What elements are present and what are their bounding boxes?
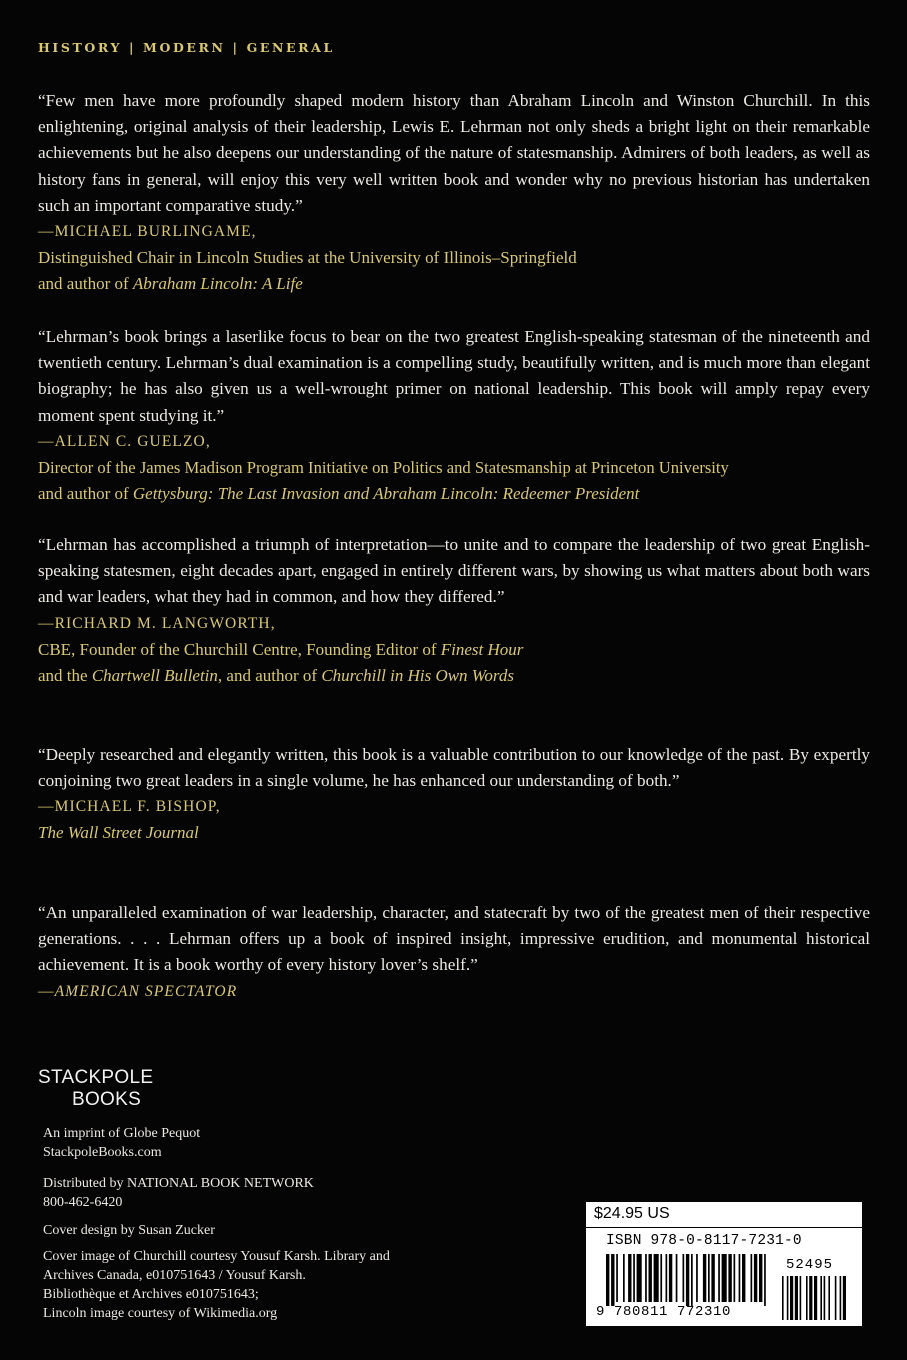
blurb-author-name: —MICHAEL F. BISHOP,	[38, 798, 221, 816]
blurb-author-book: and the Chartwell Bulletin, and author of Churchill in His Own Words	[38, 665, 515, 685]
barcode-addon-bar	[787, 1276, 789, 1320]
barcode-addon-bar	[828, 1276, 830, 1320]
barcode-bar	[628, 1254, 631, 1302]
barcode-bar	[691, 1254, 693, 1306]
barcode-bar	[728, 1254, 731, 1302]
barcode-bar	[611, 1254, 614, 1306]
barcode-bar	[708, 1254, 710, 1302]
cover-design-line: Cover design by Susan Zucker	[43, 1223, 215, 1238]
barcode-bar	[764, 1254, 766, 1306]
barcode-bar	[686, 1254, 689, 1306]
barcode-bar	[623, 1254, 625, 1302]
price-label: $24.95 US	[586, 1202, 862, 1228]
barcode-addon-bar	[782, 1276, 784, 1320]
blurb-langworth	[38, 532, 870, 689]
barcode-addon-bar	[800, 1276, 802, 1320]
barcode-bar	[696, 1254, 698, 1302]
barcode-bar	[633, 1254, 635, 1302]
barcode-addon-bar	[840, 1276, 842, 1320]
barcode-addon-bar	[814, 1276, 817, 1320]
credit-line: Lincoln image courtesy of Wikimedia.org	[43, 1306, 278, 1321]
publisher-logo-line2: BOOKS	[72, 1089, 142, 1110]
blurb-author-name: —AMERICAN SPECTATOR	[38, 982, 238, 1000]
blurb-burlingame	[38, 88, 870, 297]
blurb-author-book: and author of Abraham Lincoln: A Life	[38, 274, 303, 294]
blurb-author-name: —MICHAEL BURLINGAME,	[38, 223, 257, 241]
blurb-author-title: Director of the James Madison Program Initiative on Politics and Statesmanship at Princeton University	[38, 457, 729, 477]
blurb-quote: “Few men have more profoundly shaped modern history than Abraham Lincoln and Winston Churchill. In this enlightening, original analysis of their leadership, Lewis E. Lehrman not only sheds a bright light on their remarkable achievements but he also deepens our understanding of the nature of statesmanship. Admirers of both leaders, as well as history fans in general, will enjoy this very well written book and wonder why no previous historian has undertaken such an important comparative study.”	[38, 91, 870, 215]
blurb-quote: “Lehrman has accomplished a triumph of interpretation—to unite and to compare the leadership of two great English-speaking statesmen, eight decades apart, engaged in entirely different wars, by showing us what matters about both wars and war leaders, what they had in common, and how they differed.”	[38, 535, 870, 607]
barcode-bar	[654, 1254, 659, 1302]
barcode-addon-bar	[820, 1276, 822, 1320]
blurb-author-name: —RICHARD M. LANGWORTH,	[38, 614, 276, 632]
barcode-addon-bar	[809, 1276, 812, 1320]
blurb-quote: “Lehrman’s book brings a laserlike focus to bear on the two greatest English-speaking statesman of the nineteenth and twentieth century. Lehrman’s dual examination is a compelling study, beautifully written, and is much more than elegant biography; he has also given us a well-wrought primer on national leadership. This book will amply repay every moment spent studying it.”	[38, 327, 870, 425]
barcode-bar	[718, 1254, 720, 1302]
publisher-logo	[38, 1067, 153, 1111]
blurb-author-title: CBE, Founder of the Churchill Centre, Founding Editor of Finest Hour	[38, 639, 524, 659]
blurb-author-title: Distinguished Chair in Lincoln Studies at the University of Illinois–Springfield	[38, 248, 577, 268]
barcode-bar	[711, 1254, 714, 1302]
credit-line: Bibliothèque et Archives e010751643;	[43, 1287, 259, 1302]
barcode-price-code: 52495	[786, 1257, 834, 1273]
imprint-website: StackpoleBooks.com	[43, 1145, 162, 1160]
barcode-bar	[669, 1254, 672, 1302]
barcode-block	[586, 1202, 862, 1326]
blurb-bishop	[38, 742, 870, 846]
cover-design-credit	[43, 1221, 483, 1240]
barcode-bar	[734, 1254, 736, 1302]
blurb-author-source: The Wall Street Journal	[38, 823, 199, 843]
barcode-bar	[637, 1254, 642, 1302]
barcode-bar	[660, 1254, 662, 1302]
barcode-ean-digits: 9 780811 772310	[596, 1304, 732, 1320]
category-label: HISTORY | MODERN | GENERAL	[38, 40, 335, 55]
blurb-guelzo	[38, 324, 870, 507]
credit-line: Archives Canada, e010751643 / Yousuf Karsh.	[43, 1268, 306, 1283]
isbn-label: ISBN 978-0-8117-7231-0	[606, 1233, 802, 1249]
credit-line: Cover image of Churchill courtesy Yousuf Karsh. Library and	[43, 1249, 390, 1264]
distributor-phone: 800-462-6420	[43, 1195, 123, 1210]
imprint-info	[43, 1124, 483, 1162]
barcode-bar	[645, 1254, 647, 1302]
barcode-bar	[676, 1254, 678, 1302]
barcode-bar	[666, 1254, 668, 1302]
barcode-bar	[759, 1254, 762, 1302]
barcode-addon-bar	[824, 1276, 826, 1320]
distributor-info	[43, 1174, 483, 1212]
barcode-addon-bar	[843, 1276, 846, 1320]
barcode-addon-bar	[806, 1276, 808, 1320]
barcode-bar	[722, 1254, 727, 1302]
barcode-addon-bar	[795, 1276, 798, 1320]
barcode-bar	[754, 1254, 757, 1302]
image-credits	[43, 1247, 483, 1323]
blurb-author-name: —ALLEN C. GUELZO,	[38, 432, 211, 450]
barcode-addon-bar	[790, 1276, 793, 1320]
barcode-bar	[683, 1254, 685, 1302]
blurb-quote: “Deeply researched and elegantly written, this book is a valuable contribution to our knowledge of the past. By expertly conjoining two great leaders in a single volume, he has enhanced our understanding of both.”	[38, 745, 870, 791]
barcode-bar	[703, 1254, 706, 1302]
barcode-addon-bar	[835, 1276, 837, 1320]
barcode-bar	[649, 1254, 652, 1302]
blurb-spectator	[38, 900, 870, 1005]
barcode-bar	[616, 1254, 618, 1302]
distributor-line: Distributed by NATIONAL BOOK NETWORK	[43, 1176, 314, 1191]
barcode-bar	[742, 1254, 745, 1302]
imprint-line: An imprint of Globe Pequot	[43, 1126, 201, 1141]
publisher-logo-line1: STACKPOLE	[38, 1067, 154, 1088]
barcode-bar	[739, 1254, 741, 1302]
barcode-bar	[606, 1254, 609, 1306]
blurb-author-book: and author of Gettysburg: The Last Invasion and Abraham Lincoln: Redeemer President	[38, 483, 640, 503]
barcode-bar	[751, 1254, 753, 1302]
blurb-quote: “An unparalleled examination of war leadership, character, and statecraft by two of the greatest men of their respective generations. . . . Lehrman offers up a book of inspired insight, impressive erudition, and monumental historical achievement. It is a book worthy of every history lover’s shelf.”	[38, 903, 870, 975]
